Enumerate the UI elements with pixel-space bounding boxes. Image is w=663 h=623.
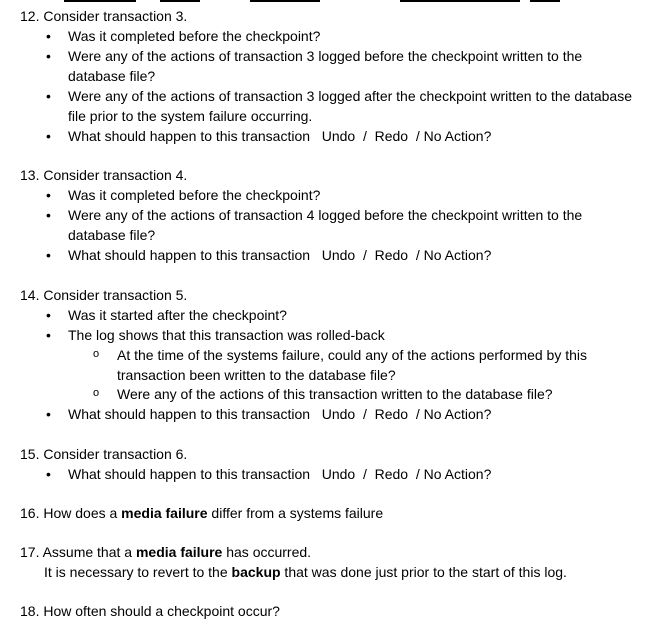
question-17-line2-bold: backup (231, 564, 281, 580)
question-17-pre: 17. Assume that a (20, 544, 136, 560)
list-item: • Was it completed before the checkpoint? (68, 26, 643, 46)
question-16-bold: media failure (121, 505, 208, 521)
question-17-line2-pre: It is necessary to revert to the (44, 564, 232, 580)
list-item: • Were any of the actions of transaction 3 logged after the checkpoint written to the database file prior to the system failure occurring. (68, 86, 643, 126)
list-item: • What should happen to this transaction Undo / Redo / No Action? (68, 245, 643, 265)
list-item: • What should happen to this transaction Undo / Redo / No Action? (68, 126, 643, 146)
list-item: • Was it started after the checkpoint? (68, 305, 643, 325)
question-16 (20, 503, 383, 523)
list-item: • The log shows that this transaction was rolled-back (68, 325, 643, 345)
sub-list-item: o At the time of the systems failure, could any of the actions performed by this transaction been written to the database file? (117, 345, 637, 385)
list-item: • Were any of the actions of transaction 3 logged before the checkpoint written to the database file? (68, 46, 643, 86)
question-14-title: 14. Consider transaction 5. (20, 287, 188, 303)
list-item: • What should happen to this transaction Undo / Redo / No Action? (68, 404, 643, 424)
question-17-post: has occurred. (222, 544, 312, 560)
list-item: • Was it completed before the checkpoint? (68, 185, 643, 205)
question-18-title: 18. How often should a checkpoint occur? (20, 603, 280, 619)
question-17-line2-post: that was done just prior to the start of this log. (280, 564, 567, 580)
question-17 (20, 542, 311, 562)
list-item: • Were any of the actions of transaction 4 logged before the checkpoint written to the database file? (68, 205, 643, 245)
question-16-post: differ from a systems failure (207, 505, 384, 521)
sub-list-item: o Were any of the actions of this transaction written to the database file? (117, 384, 637, 404)
question-15-title: 15. Consider transaction 6. (20, 446, 188, 462)
question-16-pre: 16. How does a (20, 505, 122, 521)
list-item: • What should happen to this transaction Undo / Redo / No Action? (68, 464, 643, 484)
question-12-title: 12. Consider transaction 3. (20, 8, 188, 24)
question-17-line-2 (44, 562, 567, 582)
question-13-title: 13. Consider transaction 4. (20, 167, 188, 183)
question-17-bold: media failure (135, 544, 223, 560)
